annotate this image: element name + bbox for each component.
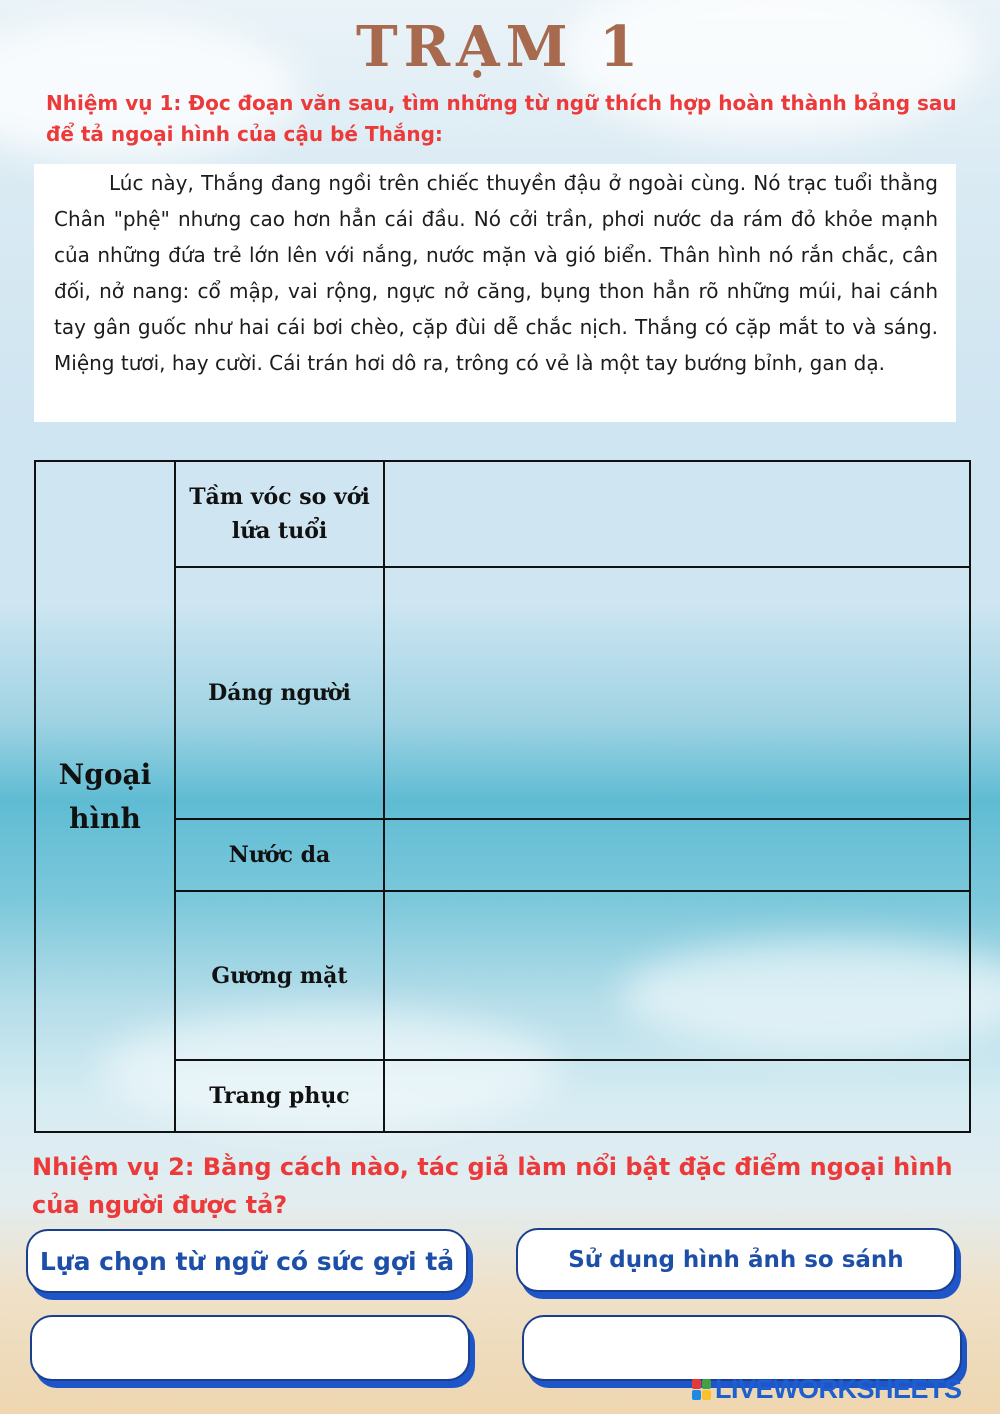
row-label-cell — [175, 819, 384, 891]
logo-square-4 — [702, 1390, 711, 1400]
row-label-clothing: Trang phục — [209, 1083, 350, 1109]
answer-cell-clothing[interactable] — [384, 1060, 970, 1132]
task2-heading: Nhiệm vụ 2: Bằng cách nào, tác giả làm nổi bật đặc điểm ngoại hình của người được tả? — [32, 1153, 953, 1219]
table-category-cell — [35, 461, 175, 1132]
logo-text: LIVEWORKSHEETS — [715, 1373, 962, 1404]
option-word-choice[interactable]: Lựa chọn từ ngữ có sức gợi tả — [26, 1229, 468, 1293]
row-label-cell — [175, 567, 384, 819]
reading-passage — [34, 164, 956, 422]
row-label-cell — [175, 891, 384, 1060]
answer-cell-figure[interactable] — [384, 567, 970, 819]
task1-heading: Nhiệm vụ 1: Đọc đoạn văn sau, tìm những từ ngữ thích hợp hoàn thành bảng sau để tả ngoại hình của cậu bé Thắng: — [46, 91, 957, 146]
logo-square-1 — [692, 1379, 701, 1389]
appearance-table — [34, 460, 971, 1133]
table-category-label: Ngoại hình — [58, 757, 152, 835]
row-label-stature: Tầm vóc so với lứa tuổi — [189, 484, 370, 544]
page-title: TRẠM 1 — [355, 14, 645, 80]
answer-cell-skin[interactable] — [384, 819, 970, 891]
passage-text: Lúc này, Thắng đang ngồi trên chiếc thuyền đậu ở ngoài cùng. Nó trạc tuổi thằng Chân "phệ" nhưng cao hơn hẳn cái đầu. Nó cởi trần, phơi nước da rám đỏ khỏe mạnh của những đứa trẻ lớn lên với nắng, nước mặn và gió biển. Thân hình nó rắn chắc, cân đối, nở nang: cổ mập, vai rộng, ngực nở căng, bụng thon hẳn rõ những múi, hai cánh tay gân guốc như hai cái bơi chèo, cặp đùi dễ chắc nịch. Thắng có cặp mắt to và sáng. Miệng tươi, hay cười. Cái trán hơi dô ra, trông có vẻ là một tay bướng bỉnh, gan dạ. — [54, 171, 938, 375]
row-label-face: Gương mặt — [211, 962, 348, 989]
liveworksheets-logo — [692, 1374, 962, 1404]
answer-box-empty-2[interactable] — [522, 1315, 962, 1381]
answer-cell-stature[interactable] — [384, 461, 970, 567]
liveworksheets-logo-icon — [692, 1379, 711, 1400]
row-label-figure: Dáng người — [208, 680, 351, 706]
answer-box-empty-1[interactable] — [30, 1315, 470, 1381]
answer-cell-face[interactable] — [384, 891, 970, 1060]
option-comparison[interactable]: Sử dụng hình ảnh so sánh — [516, 1228, 956, 1292]
row-label-skin: Nước da — [228, 842, 331, 868]
logo-square-2 — [702, 1379, 711, 1389]
row-label-cell — [175, 461, 384, 567]
row-label-cell — [175, 1060, 384, 1132]
logo-square-3 — [692, 1390, 701, 1400]
